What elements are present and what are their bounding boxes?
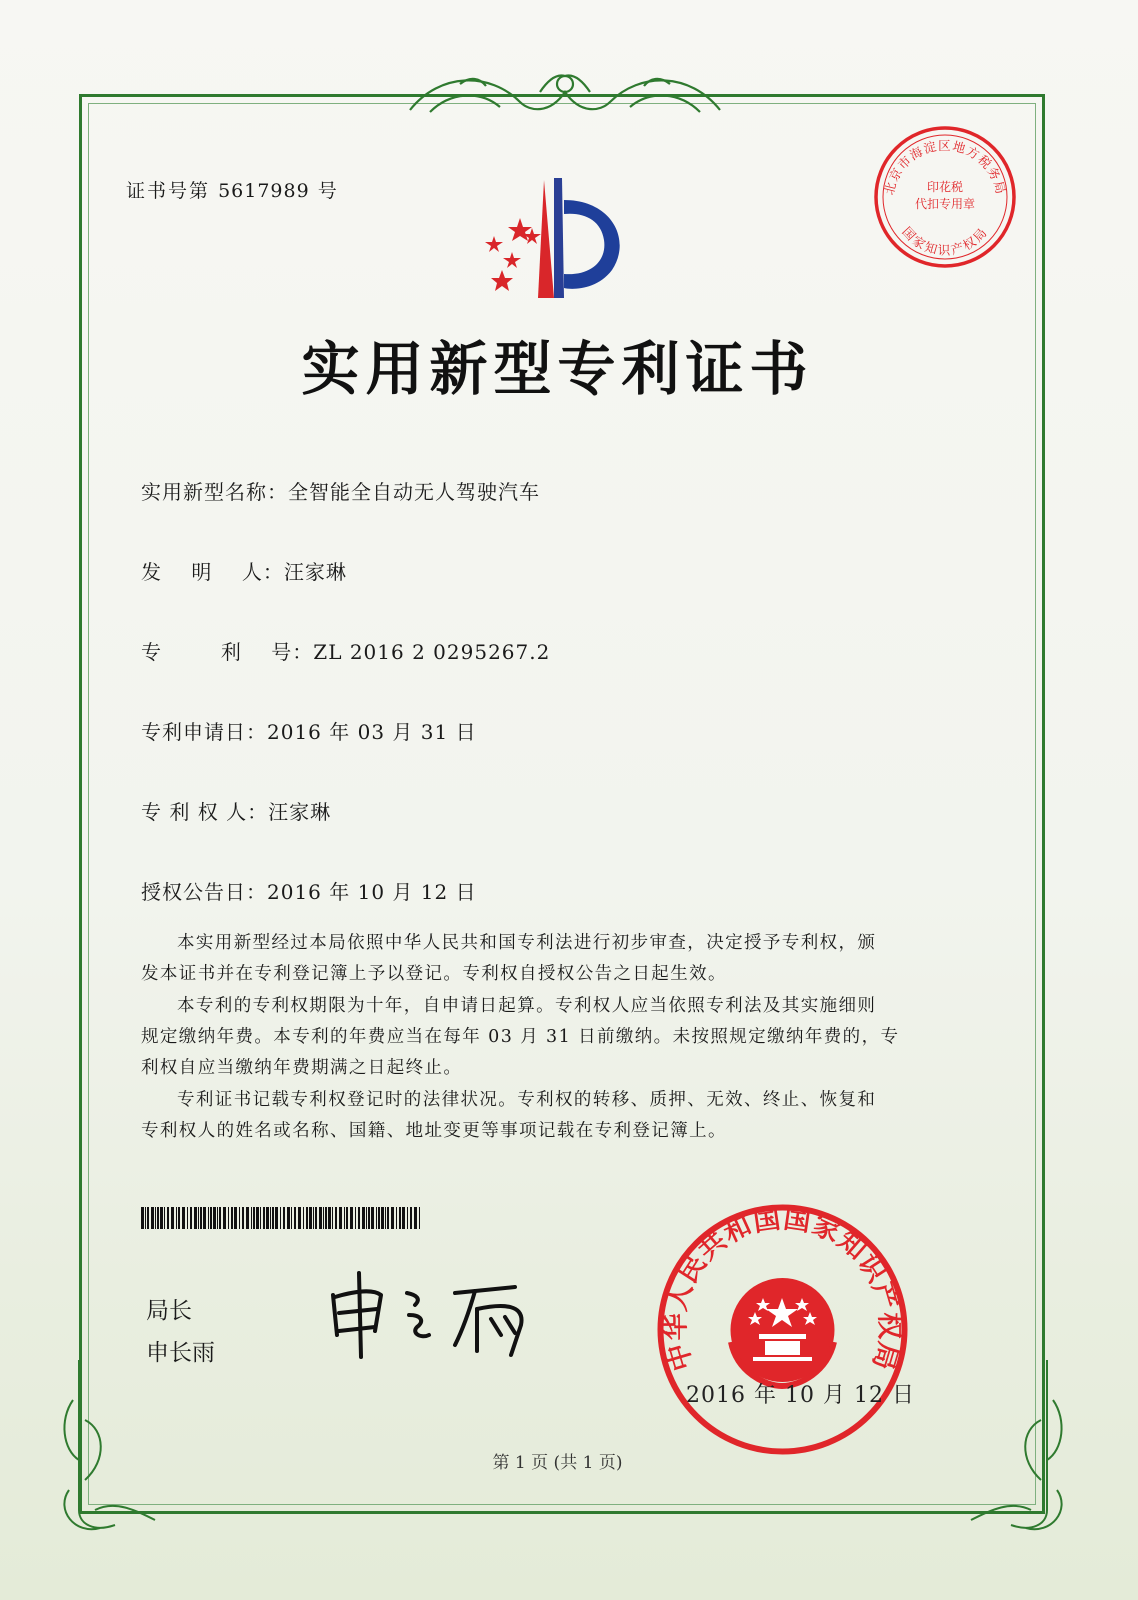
utility-model-name-row xyxy=(141,476,540,505)
barcode-bar xyxy=(246,1207,249,1229)
barcode-bar xyxy=(194,1207,197,1229)
barcode-bar xyxy=(223,1207,226,1229)
tax-seal-line2: 代扣专用章 xyxy=(914,197,976,211)
utility-model-name-label: 实用新型名称： xyxy=(141,480,288,504)
grant-date-label: 授权公告日： xyxy=(141,880,267,904)
para1-line1: 本实用新型经过本局依照中华人民共和国专利法进行初步审查，决定授予专利权，颁 xyxy=(177,933,877,953)
utility-model-name-value: 全智能全自动无人驾驶汽车 xyxy=(288,480,540,504)
barcode-bar xyxy=(160,1207,163,1229)
barcode-bar xyxy=(328,1207,331,1229)
barcode-bar xyxy=(198,1207,199,1229)
certificate-title: 实用新型专利证书 xyxy=(301,335,814,403)
para3-line2: 专利权人的姓名或名称、国籍、地址变更等事项记载在专利登记簿上。 xyxy=(141,1121,727,1141)
barcode-bar xyxy=(332,1207,333,1229)
barcode-bar xyxy=(176,1207,177,1229)
barcode-bar xyxy=(164,1207,165,1229)
barcode-bar xyxy=(313,1207,314,1229)
barcode-bar xyxy=(272,1207,274,1229)
barcode-bar xyxy=(287,1207,290,1229)
para3-line1: 专利证书记载专利权登记时的法律状况。专利权的转移、质押、无效、终止、恢复和 xyxy=(177,1090,877,1110)
barcode-bar xyxy=(402,1207,405,1229)
barcode-bar xyxy=(283,1207,285,1229)
barcode-bar xyxy=(378,1207,380,1229)
barcode-bar xyxy=(371,1207,374,1229)
barcode-bar xyxy=(339,1207,342,1229)
barcode-bar xyxy=(239,1207,240,1229)
barcode-bar xyxy=(309,1207,312,1229)
barcode-bar xyxy=(303,1207,304,1229)
barcode-bar xyxy=(407,1207,408,1229)
barcode-bar xyxy=(419,1207,420,1229)
barcode-bar xyxy=(260,1207,261,1229)
barcode-bar xyxy=(368,1207,370,1229)
para2-line1: 本专利的专利权期限为十年，自申请日起算。专利权人应当依照专利法及其实施细则 xyxy=(177,996,877,1016)
filing-date-row xyxy=(141,716,477,745)
filing-date-value: 2016 年 03 月 31 日 xyxy=(267,720,477,744)
patentee-value: 汪家琳 xyxy=(268,800,332,824)
barcode-bar xyxy=(280,1207,281,1229)
barcode xyxy=(141,1207,422,1229)
barcode-bar xyxy=(355,1207,356,1229)
patent-number-row xyxy=(141,636,550,665)
body-paragraph-2 xyxy=(141,991,951,1084)
barcode-bar xyxy=(381,1207,384,1229)
barcode-bar xyxy=(200,1207,202,1229)
barcode-bar xyxy=(323,1207,324,1229)
barcode-bar xyxy=(344,1207,345,1229)
top-ornament-icon xyxy=(400,62,730,124)
barcode-bar xyxy=(182,1207,185,1229)
certificate-number-value: 5617989 xyxy=(218,180,310,202)
page-indicator: 第 1 页 (共 1 页) xyxy=(492,1453,623,1473)
barcode-bar xyxy=(358,1207,360,1229)
barcode-bar xyxy=(319,1207,322,1229)
inventor-row xyxy=(141,556,347,585)
barcode-bar xyxy=(155,1207,156,1229)
barcode-bar xyxy=(270,1207,271,1229)
barcode-bar xyxy=(141,1207,144,1229)
barcode-bar xyxy=(157,1207,159,1229)
main-seal-ring-text: 中华人民共和国国家知识产权局 xyxy=(660,1203,905,1375)
tax-seal-stamp xyxy=(872,124,1018,270)
patentee-label: 专 利 权 人： xyxy=(141,800,269,824)
barcode-bar xyxy=(234,1207,237,1229)
barcode-bar xyxy=(414,1207,417,1229)
national-ipa-seal-stamp xyxy=(655,1202,910,1457)
barcode-bar xyxy=(178,1207,180,1229)
barcode-bar xyxy=(217,1207,218,1229)
barcode-bar xyxy=(275,1207,278,1229)
barcode-bar xyxy=(256,1207,259,1229)
barcode-bar xyxy=(208,1207,209,1229)
barcode-bar xyxy=(203,1207,206,1229)
background-show-through xyxy=(135,270,430,289)
barcode-bar xyxy=(151,1207,154,1229)
certificate-number xyxy=(126,176,339,203)
barcode-bar xyxy=(242,1207,244,1229)
inventor-value: 汪家琳 xyxy=(283,560,347,584)
barcode-bar xyxy=(315,1207,317,1229)
barcode-bar xyxy=(251,1207,252,1229)
inventor-label: 发 明 人： xyxy=(141,560,284,584)
barcode-bar xyxy=(298,1207,301,1229)
tax-seal-ring-text: 北京市海淀区地方税务局 xyxy=(881,137,1009,197)
para2-line3: 利权自应当缴纳年费期满之日起终止。 xyxy=(141,1058,463,1078)
certificate-number-label: 证书号第 xyxy=(126,180,211,202)
barcode-bar xyxy=(190,1207,192,1229)
barcode-bar xyxy=(266,1207,269,1229)
barcode-bar xyxy=(346,1207,348,1229)
barcode-bar xyxy=(219,1207,221,1229)
tax-seal-bottom-text: 国家知识产权局 xyxy=(899,223,991,258)
barcode-bar xyxy=(399,1207,401,1229)
barcode-bar xyxy=(147,1207,149,1229)
barcode-bar xyxy=(294,1207,296,1229)
para1-line2: 发本证书并在专利登记簿上予以登记。专利权自授权公告之日起生效。 xyxy=(141,964,727,984)
barcode-bar xyxy=(362,1207,365,1229)
barcode-bar xyxy=(325,1207,327,1229)
barcode-bar xyxy=(396,1207,397,1229)
filing-date-label: 专利申请日： xyxy=(141,720,267,744)
barcode-bar xyxy=(350,1207,353,1229)
barcode-bar xyxy=(210,1207,212,1229)
barcode-bar xyxy=(376,1207,377,1229)
tax-seal-line1: 印花税 xyxy=(926,180,964,194)
patent-number-label: 专 利 号： xyxy=(141,640,314,664)
barcode-bar xyxy=(228,1207,229,1229)
seal-date: 2016 年 10 月 12 日 xyxy=(686,1383,915,1408)
director-name: 申长雨 xyxy=(146,1340,215,1366)
barcode-bar xyxy=(253,1207,255,1229)
barcode-bar xyxy=(366,1207,367,1229)
cnipa-emblem-icon xyxy=(472,170,642,305)
barcode-bar xyxy=(187,1207,188,1229)
handwritten-signature xyxy=(325,1265,570,1360)
barcode-bar xyxy=(213,1207,216,1229)
director-title: 局长 xyxy=(146,1298,192,1324)
barcode-bar xyxy=(306,1207,308,1229)
patentee-row xyxy=(141,796,331,825)
barcode-bar xyxy=(263,1207,265,1229)
barcode-bar xyxy=(145,1207,146,1229)
body-paragraph-1 xyxy=(141,928,951,990)
barcode-bar xyxy=(335,1207,337,1229)
para2-line2: 规定缴纳年费。本专利的年费应当在每年 03 月 31 日前缴纳。未按照规定缴纳年费的，专 xyxy=(141,1027,900,1047)
certificate-number-suffix: 号 xyxy=(317,180,339,202)
body-paragraph-3 xyxy=(141,1085,951,1147)
grant-date-value: 2016 年 10 月 12 日 xyxy=(267,880,477,904)
barcode-bar xyxy=(231,1207,233,1229)
barcode-bar xyxy=(387,1207,389,1229)
barcode-bar xyxy=(410,1207,412,1229)
barcode-bar xyxy=(291,1207,292,1229)
barcode-bar xyxy=(171,1207,174,1229)
grant-date-row xyxy=(141,876,477,905)
barcode-bar xyxy=(385,1207,386,1229)
svg-text:国家知识产权局 xyxy=(899,224,991,258)
barcode-bar xyxy=(391,1207,394,1229)
patent-number-value: ZL 2016 2 0295267.2 xyxy=(313,640,551,664)
barcode-bar xyxy=(167,1207,169,1229)
